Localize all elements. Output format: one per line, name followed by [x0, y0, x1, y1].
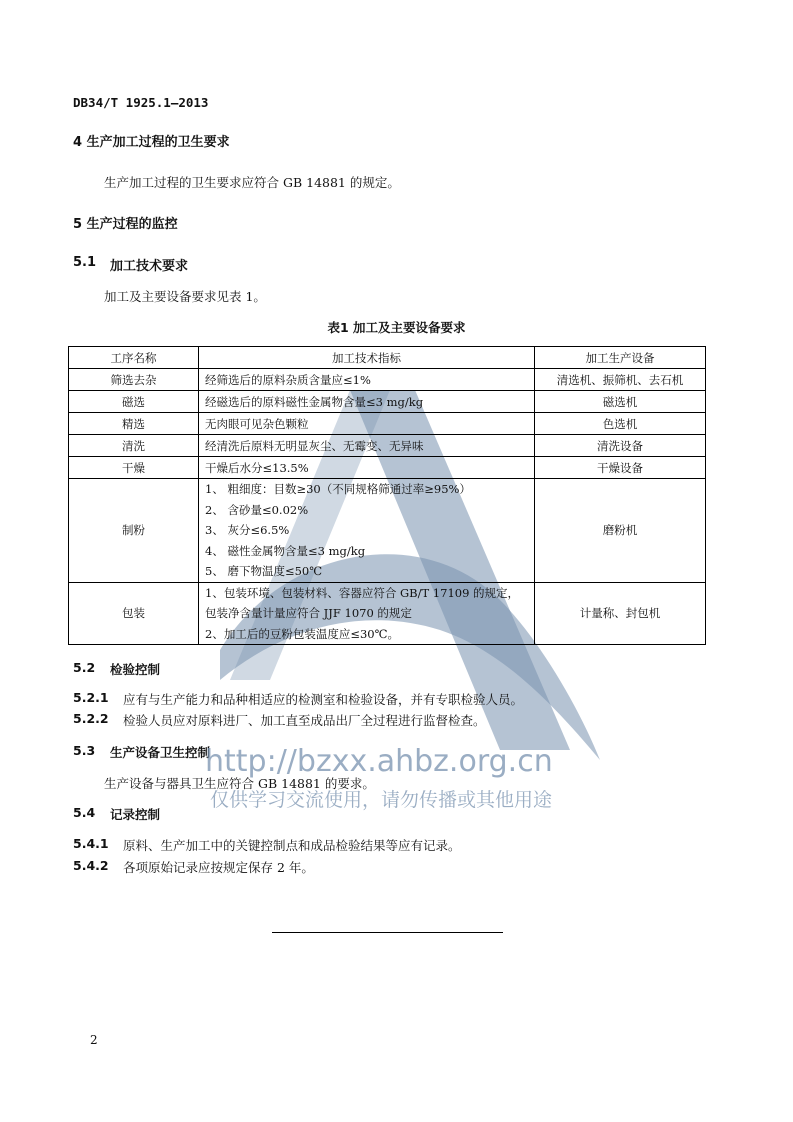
cell-process: 制粉 — [69, 479, 199, 583]
table-caption: 表1 加工及主要设备要求 — [327, 320, 466, 335]
table-row — [69, 457, 706, 479]
section-5-4-num: 5.4 — [73, 805, 96, 820]
table-header-row — [69, 347, 706, 369]
equipment-table — [68, 346, 706, 645]
end-rule — [272, 932, 503, 933]
cell-equipment: 清选机、振筛机、去石机 — [535, 369, 706, 391]
table-row — [69, 391, 706, 413]
section-5-2-1-num: 5.2.1 — [73, 690, 109, 705]
cell-process: 干燥 — [69, 457, 199, 479]
spec-line: 3、 灰分≤6.5% — [205, 523, 290, 537]
cell-process: 磁选 — [69, 391, 199, 413]
cell-spec: 经清洗后原料无明显灰尘、无霉变、无异味 — [199, 435, 535, 457]
spec-line: 2、加工后的豆粉包装温度应≤30℃。 — [205, 626, 399, 641]
section-5-2-2-num: 5.2.2 — [73, 711, 109, 726]
section-4-body: 生产加工过程的卫生要求应符合 GB 14881 的规定。 — [104, 175, 400, 190]
spec-line: 5、 磨下物温度≤50℃ — [205, 564, 323, 578]
spec-line: 包装净含量计量应符合 JJF 1070 的规定 — [205, 606, 412, 620]
section-5-title: 5 生产过程的监控 — [73, 217, 178, 232]
standard-code: DB34/T 1925.1—2013 — [73, 95, 209, 110]
spec-line: 2、 含砂量≤0.02% — [205, 502, 309, 517]
section-4-title: 4 生产加工过程的卫生要求 — [73, 135, 230, 150]
table-row-packing — [69, 582, 706, 645]
page-number: 2 — [90, 1033, 98, 1047]
section-5-4-title: 记录控制 — [110, 807, 161, 822]
cell-process: 筛选去杂 — [69, 369, 199, 391]
cell-equipment: 计量称、封包机 — [535, 582, 706, 645]
cell-process: 精选 — [69, 413, 199, 435]
section-5-2-1-body: 应有与生产能力和品种相适应的检测室和检验设备，并有专职检验人员。 — [123, 692, 524, 707]
cell-process: 包装 — [69, 582, 199, 645]
cell-spec: 干燥后水分≤13.5% — [199, 457, 535, 479]
cell-spec: 无肉眼可见杂色颗粒 — [199, 413, 535, 435]
cell-equipment: 干燥设备 — [535, 457, 706, 479]
table-row — [69, 413, 706, 435]
header-spec: 加工技术指标 — [199, 347, 535, 369]
section-5-4-2-body: 各项原始记录应按规定保存 2 年。 — [123, 860, 314, 875]
section-5-3-body: 生产设备与器具卫生应符合 GB 14881 的要求。 — [104, 776, 375, 791]
spec-line: 1、包装环境、包装材料、容器应符合 GB/T 17109 的规定， — [205, 585, 520, 600]
section-5-1-title: 加工技术要求 — [110, 259, 189, 274]
cell-equipment: 磁选机 — [535, 391, 706, 413]
section-5-1-body: 加工及主要设备要求见表 1。 — [104, 289, 266, 304]
header-process: 工序名称 — [69, 347, 199, 369]
table-row — [69, 369, 706, 391]
table-row-milling — [69, 479, 706, 583]
section-5-1-num: 5.1 — [73, 255, 97, 270]
cell-equipment: 清洗设备 — [535, 435, 706, 457]
section-5-4-2-num: 5.4.2 — [73, 858, 109, 873]
section-5-3-title: 生产设备卫生控制 — [110, 745, 211, 760]
header-equipment: 加工生产设备 — [535, 347, 706, 369]
watermark-url: http://bzxx.ahbz.org.cn — [205, 744, 553, 779]
cell-spec: 经磁选后的原料磁性金属物含量≤3 mg/kg — [199, 391, 535, 413]
section-5-4-1-body: 原料、生产加工中的关键控制点和成品检验结果等应有记录。 — [123, 838, 461, 853]
section-5-4-1-num: 5.4.1 — [73, 836, 109, 851]
spec-line: 4、 磁性金属物含量≤3 mg/kg — [205, 543, 366, 558]
cell-spec: 经筛选后的原料杂质含量应≤1% — [199, 369, 535, 391]
cell-spec-list — [199, 479, 535, 583]
cell-equipment: 色选机 — [535, 413, 706, 435]
section-5-2-num: 5.2 — [73, 660, 96, 675]
cell-spec-list — [199, 582, 535, 645]
watermark-notice: 仅供学习交流使用，请勿传播或其他用途 — [210, 789, 553, 811]
section-5-2-title: 检验控制 — [110, 662, 161, 677]
table-row — [69, 435, 706, 457]
spec-line: 1、 粗细度：目数≥30（不同规格筛通过率≥95%） — [205, 482, 471, 496]
section-5-3-num: 5.3 — [73, 743, 96, 758]
cell-equipment: 磨粉机 — [535, 479, 706, 583]
cell-process: 清洗 — [69, 435, 199, 457]
section-5-2-2-body: 检验人员应对原料进厂、加工直至成品出厂全过程进行监督检查。 — [123, 713, 486, 728]
